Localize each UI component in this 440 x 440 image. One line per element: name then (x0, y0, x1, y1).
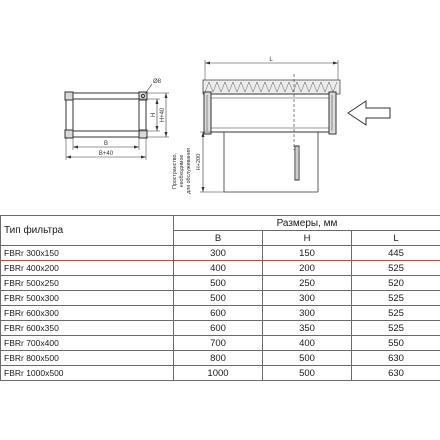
h-cell: 300 (263, 291, 352, 306)
front-frame-inner (73, 99, 139, 131)
dim-h200-label: H+200 (196, 153, 202, 171)
model-cell: FBRr 700x400 (1, 336, 174, 351)
sizes-header: Размеры, мм (174, 216, 440, 231)
service-note-line-2: необходимое (179, 154, 185, 188)
table-row (1, 351, 440, 366)
dim-h-label: H (151, 112, 157, 118)
l-cell: 525 (352, 261, 440, 276)
h-cell: 150 (263, 246, 352, 261)
b-cell: 800 (174, 351, 263, 366)
front-corner-tl (65, 92, 73, 100)
l-cell: 550 (352, 336, 440, 351)
filter-dimensions-table (0, 215, 440, 381)
service-note-line-3: для обслуживания (186, 148, 192, 194)
b-cell: 500 (174, 276, 263, 291)
table-row (1, 276, 440, 291)
dim-b-label: B (103, 141, 109, 147)
h-cell: 250 (263, 276, 352, 291)
flange-left (204, 92, 211, 134)
model-cell: FBRr 600x300 (1, 306, 174, 321)
table-header-row (1, 216, 440, 231)
front-view (65, 84, 169, 160)
h-cell: 200 (263, 261, 352, 276)
model-cell: FBRr 300x150 (1, 246, 174, 261)
h-cell: 500 (263, 351, 352, 366)
table-row (1, 291, 440, 306)
b-cell: 600 (174, 321, 263, 336)
model-cell: FBRr 400x200 (1, 261, 174, 276)
technical-drawing (0, 0, 440, 215)
dim-l-label: L (269, 57, 273, 63)
model-cell: FBRr 500x300 (1, 291, 174, 306)
l-cell: 525 (352, 291, 440, 306)
dim-h40-label: H+40 (160, 107, 166, 123)
column-b-header: B (174, 231, 263, 246)
model-cell: FBRr 500x250 (1, 276, 174, 291)
table-row (1, 246, 440, 261)
table-row (1, 366, 440, 381)
front-frame-outer (66, 93, 146, 137)
model-cell: FBRr 1000x500 (1, 366, 174, 381)
front-corner-bl (65, 130, 73, 138)
l-cell: 630 (352, 351, 440, 366)
b-cell: 700 (174, 336, 263, 351)
service-note-line-1: Пространство, (172, 153, 178, 189)
dim-hole-label: Ø8 (153, 79, 162, 85)
airflow-arrow-icon (348, 101, 390, 125)
h-cell: 400 (263, 336, 352, 351)
insulation-top (203, 80, 340, 94)
l-cell: 525 (352, 306, 440, 321)
l-cell: 630 (352, 366, 440, 381)
column-l-header: L (352, 231, 440, 246)
b-cell: 300 (174, 246, 263, 261)
b-cell: 500 (174, 291, 263, 306)
h-cell: 500 (263, 366, 352, 381)
dim-b40-label: B+40 (98, 151, 114, 157)
table-row (1, 261, 440, 276)
filter-type-header: Тип фильтра (1, 216, 174, 246)
table-row (1, 321, 440, 336)
h-cell: 350 (263, 321, 352, 336)
l-cell: 525 (352, 321, 440, 336)
housing-body (210, 94, 330, 132)
l-cell: 520 (352, 276, 440, 291)
table-row (1, 336, 440, 351)
h-cell: 300 (263, 306, 352, 321)
b-cell: 600 (174, 306, 263, 321)
b-cell: 1000 (174, 366, 263, 381)
model-cell: FBRr 800x500 (1, 351, 174, 366)
service-space-note (172, 148, 192, 194)
side-view (200, 60, 340, 192)
model-cell: FBRr 600x350 (1, 321, 174, 336)
l-cell: 445 (352, 246, 440, 261)
column-h-header: H (263, 231, 352, 246)
flange-right (329, 92, 336, 134)
table-row (1, 306, 440, 321)
b-cell: 400 (174, 261, 263, 276)
